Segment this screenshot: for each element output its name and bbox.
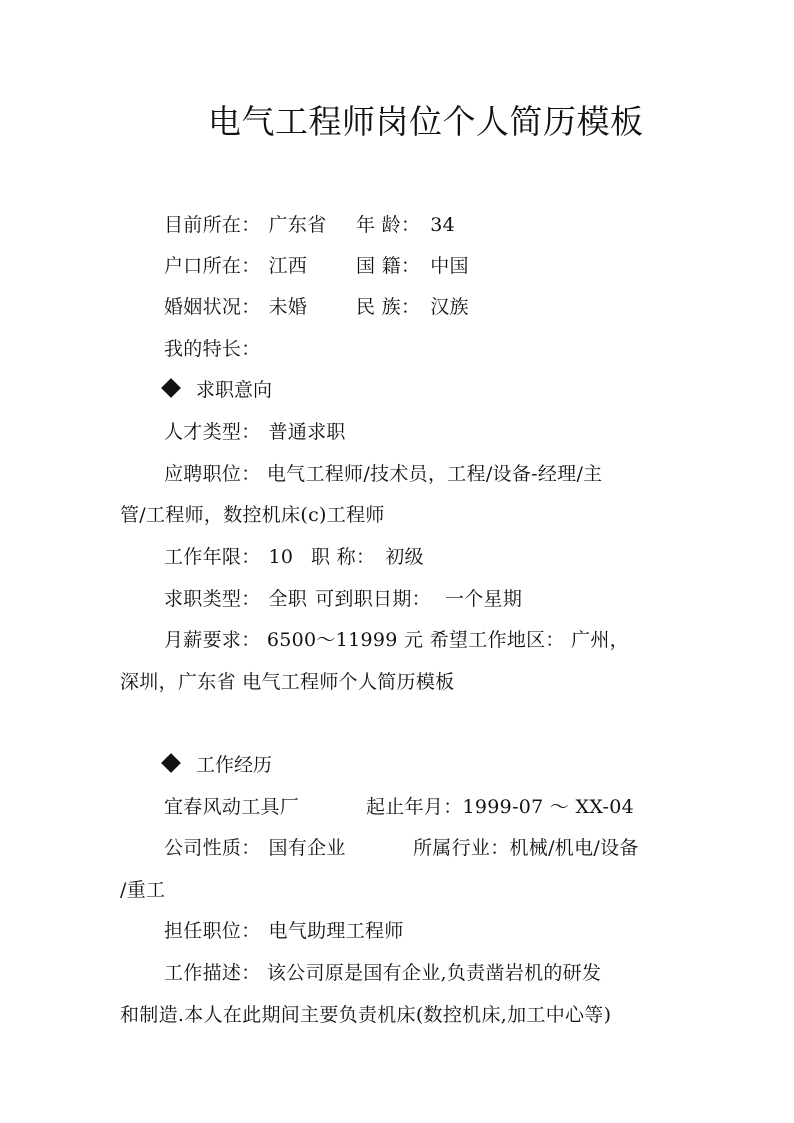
- diamond-bullet-icon: [161, 753, 181, 773]
- description-line-1: 工作描述： 该公司原是国有企业,负责凿岩机的研发: [164, 962, 602, 984]
- row-hukou-nationality: [164, 251, 469, 281]
- ethnicity-label: 民 族：: [356, 296, 421, 318]
- available-value: 一个星期: [444, 588, 523, 610]
- nationality-label: 国 籍：: [356, 255, 421, 277]
- diamond-bullet-icon: [161, 378, 181, 398]
- specialty-label: 我的特长：: [164, 338, 261, 360]
- nationality-group: [356, 251, 469, 281]
- company-name: 宜春风动工具厂: [164, 796, 300, 818]
- role-label: 担任职位：: [164, 920, 261, 942]
- job-type-label: 求职类型：: [164, 588, 261, 610]
- role-value: 电气助理工程师: [268, 920, 404, 942]
- ethnicity-value: 汉族: [430, 296, 469, 318]
- salary-line-1: 月薪要求： 6500～11999 元 希望工作地区： 广州，: [164, 629, 629, 651]
- row-location-age: [164, 210, 456, 240]
- section-job-intent-title: 求职意向: [196, 379, 273, 401]
- talent-type-label: 人才类型：: [164, 421, 261, 443]
- position-line-1: 应聘职位： 电气工程师/技术员，工程/设备-经理/主: [164, 463, 603, 485]
- row-marital-ethnicity: [164, 292, 469, 322]
- section-work-title: 工作经历: [196, 754, 273, 776]
- age-group: [356, 210, 455, 240]
- ethnicity-group: [356, 292, 469, 322]
- description-line-2: 和制造.本人在此期间主要负责机床(数控机床,加工中心等): [120, 1004, 612, 1026]
- section-job-intent: [164, 375, 272, 405]
- period-label: 起止年月：: [366, 796, 463, 818]
- row-company-period: [164, 792, 635, 822]
- salary-line-2: 深圳，广东省 电气工程师个人简历模板: [120, 671, 455, 693]
- nationality-value: 中国: [430, 255, 469, 277]
- job-title-value: 初级: [385, 546, 424, 568]
- nature-label: 公司性质：: [164, 837, 261, 859]
- nature-value: 国有企业: [268, 837, 346, 859]
- row-talent-type: [164, 417, 346, 447]
- period-value: 1999-07 ～ XX-04: [462, 796, 635, 818]
- marital-label: 婚姻状况：: [164, 296, 261, 318]
- document-title: 电气工程师岗位个人简历模板: [208, 102, 644, 141]
- hukou-value: 江西: [268, 255, 308, 277]
- period-group: [366, 792, 634, 822]
- row-role: [164, 916, 404, 946]
- available-label: 可到职日期：: [315, 588, 431, 610]
- years-label: 工作年限：: [164, 546, 261, 568]
- job-title-group: [311, 542, 424, 572]
- row-job-type: [164, 584, 522, 614]
- section-work-experience: [164, 750, 272, 780]
- years-value: 10: [268, 546, 294, 568]
- hukou-label: 户口所在：: [164, 255, 261, 277]
- marital-value: 未婚: [268, 296, 308, 318]
- age-value: 34: [430, 214, 456, 236]
- position-line-2: 管/工程师，数控机床(c)工程师: [120, 504, 385, 526]
- talent-type-value: 普通求职: [268, 421, 346, 443]
- industry-line-1: 所属行业：机械/机电/设备: [413, 837, 639, 859]
- age-label: 年 龄：: [356, 214, 421, 236]
- job-title-label: 职 称：: [311, 546, 376, 568]
- location-value: 广东省: [268, 214, 327, 236]
- row-years-title: [164, 542, 424, 572]
- row-nature-industry: [164, 833, 639, 863]
- industry-line-2: /重工: [120, 879, 166, 901]
- job-type-value: 全职: [268, 588, 308, 610]
- location-label: 目前所在：: [164, 214, 261, 236]
